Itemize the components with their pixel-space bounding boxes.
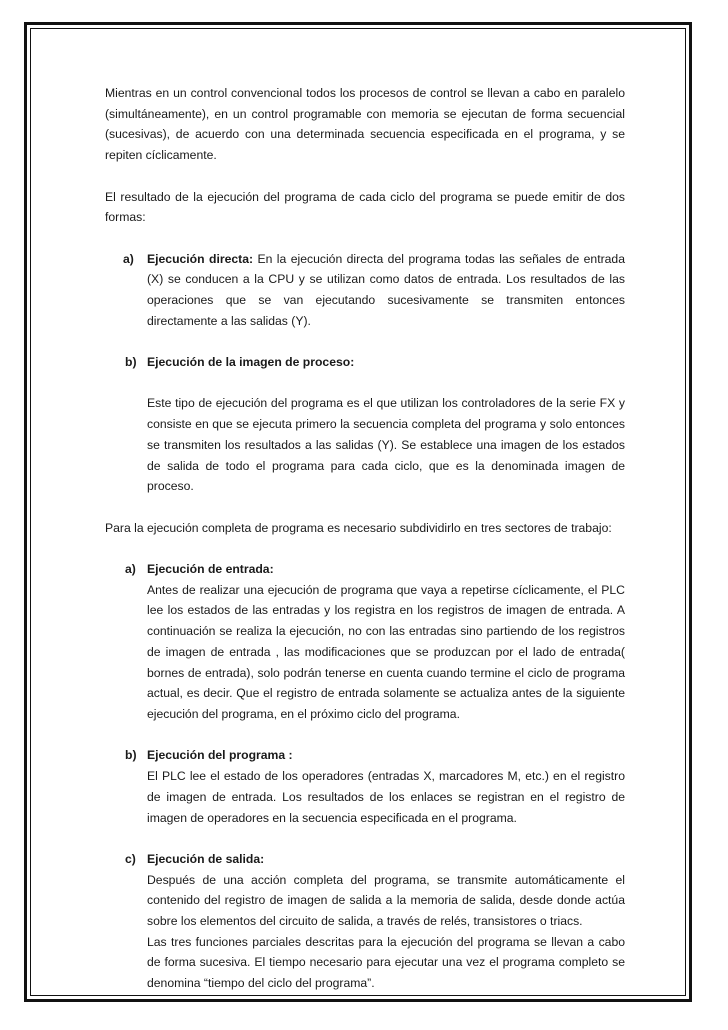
form-item-direct: [105, 249, 625, 332]
list-marker: a): [125, 562, 136, 577]
list-marker: b): [125, 748, 137, 763]
list-item-body: Las tres funciones parciales descritas para la ejecución del programa se llevan a cabo de forma sucesiva. El tiempo necesario para ejecutar una vez el programa completo se denomina “tiempo del ciclo del programa”.: [147, 934, 625, 991]
list-item-body: Este tipo de ejecución del programa es el que utilizan los controladores de la serie FX y consiste en que se ejecuta primero la secuencia completa del programa y solo entonces se transmiten los resultados a las salidas (Y). Se establece una imagen de los estados de salida de todo el programa para cada ciclo, que es la denominada imagen de proceso.: [147, 396, 625, 494]
sector-output-body: [105, 870, 625, 994]
list-item-body: Antes de realizar una ejecución de programa que vaya a repetirse cíclicamente, el PLC lee los estados de las entradas y los registra en los registros de imagen de entrada. A continuación se realiza la ejecución, no con las entradas sino partiendo de los registros de imagen de entrada , las modificaciones que se produzcan por el lado de entrada( bornes de entrada), solo podrán tenerse en cuenta cuando termine el ciclo de programa actual, es decir. Que el registro de entrada solamente se actualiza antes de la siguiente ejecución del programa, en el próximo ciclo del programa.: [147, 582, 625, 721]
list-item-body: Después de una acción completa del programa, se transmite automáticamente el contenido del registro de imagen de salida a la memoria de salida, desde donde actúa sobre los elementos del circuito de salida, a través de relés, transistores o triacs.: [147, 872, 625, 928]
list-item-title: Ejecución del programa :: [147, 748, 293, 763]
list-item-title: Ejecución directa:: [147, 251, 254, 266]
list-item-body: El PLC lee el estado de los operadores (entradas X, marcadores M, etc.) en el registro de imagen de entrada. Los resultados de los enlaces se registran en el registro de imagen de operadores en la secuencia especificada en el programa.: [147, 769, 625, 825]
list-item-body: En la ejecución directa del programa todas las señales de entrada (X) se conducen a la CPU y se utilizan como datos de entrada. Los resultados de las operaciones que se van ejecutando sucesivamente se transmiten entonces directamente a las salidas (Y).: [147, 251, 625, 328]
result-intro-paragraph: El resultado de la ejecución del programa de cada ciclo del programa se puede emitir de dos formas:: [105, 189, 625, 225]
list-marker: c): [125, 851, 136, 866]
sector-program-body: [105, 766, 625, 828]
list-item-title: Ejecución de la imagen de proceso:: [147, 355, 355, 370]
form-item-process-image-heading: [105, 352, 625, 373]
sector-program-heading: [105, 745, 625, 766]
sectors-intro-paragraph: Para la ejecución completa de programa es necesario subdividirlo en tres sectores de trabajo:: [105, 520, 612, 535]
sector-output-heading: [105, 849, 625, 870]
list-marker: a): [123, 251, 134, 266]
list-marker: b): [125, 355, 137, 370]
list-item-text: [147, 249, 625, 332]
document-body: [105, 83, 625, 994]
list-item-title: Ejecución de entrada:: [147, 562, 274, 577]
sector-input-body: [105, 580, 625, 725]
intro-paragraph: Mientras en un control convencional todos los procesos de control se llevan a cabo en paralelo (simultáneamente), en un control programable con memoria se ejecutan de forma secuencial (sucesivas), de acuerdo con una determinada secuencia especificada en el programa, y se repiten cíclicamente.: [105, 86, 625, 163]
form-item-process-image-body: [105, 393, 625, 497]
list-item-title: Ejecución de salida:: [147, 851, 265, 866]
sector-input-heading: [105, 559, 625, 580]
